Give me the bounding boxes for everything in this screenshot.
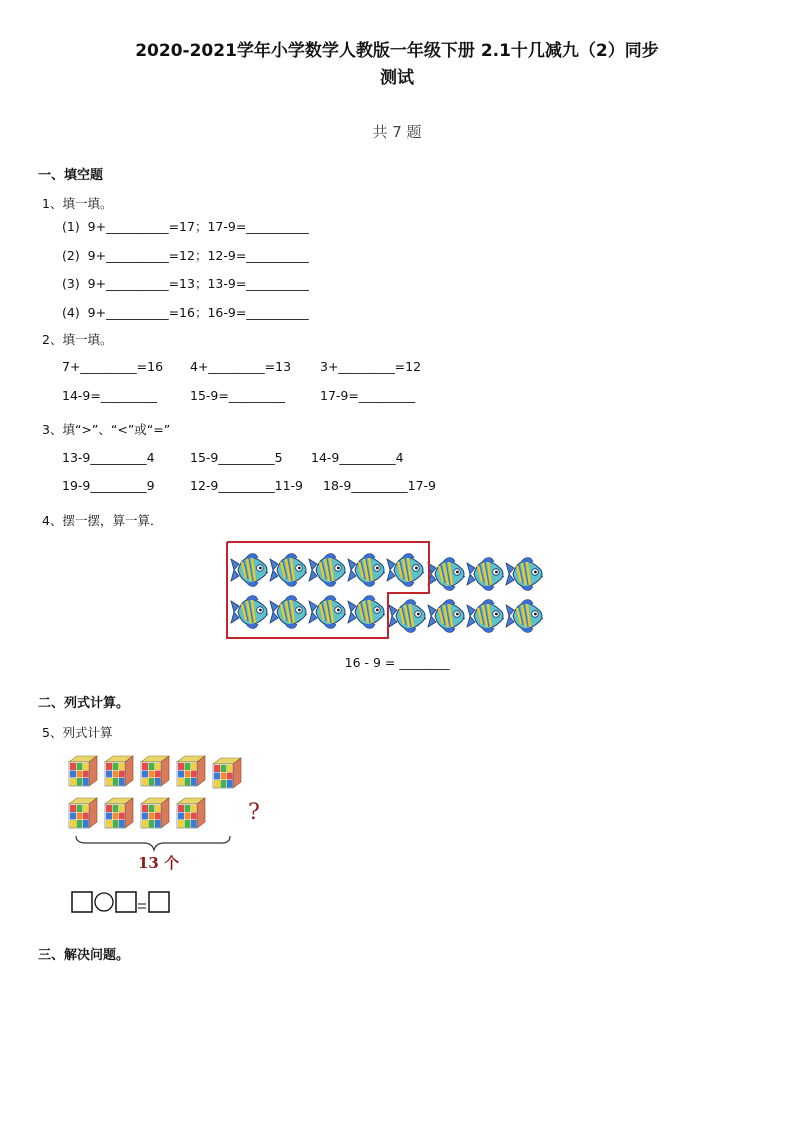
q2-row2-item1: 14-9=_________ [62,388,158,403]
question-1-label: 1、填一填。 [42,196,113,211]
cube-icon [66,796,100,830]
section-heading-problem-solving: 三、解决问题。 [38,948,130,963]
cube-icon [102,754,136,788]
q2-row2-item2: 15-9=_________ [190,388,286,403]
title-line-1: 2020-2021学年小学数学人教版一年级下册 2.1十几减九（2）同步 [135,41,659,61]
q3-row2-item3: 18-9_________17-9 [323,478,436,493]
question-3-label: 3、填“>”、“<”或“=” [42,422,171,437]
answer-box[interactable] [72,892,92,912]
fish-icon [505,554,545,594]
fish-icon [505,596,545,636]
q3-row2-item1: 19-9_________9 [62,478,155,493]
question-count: 共 7 题 [372,123,422,141]
section-heading-calculation: 二、列式计算。 [38,696,130,711]
document-title [60,38,734,92]
cube-icon [138,754,172,788]
answer-box[interactable] [116,892,136,912]
title-line-2: 测试 [380,68,414,88]
grouping-frame [226,541,432,641]
question-2-label: 2、填一填。 [42,332,113,347]
q3-row2-item2: 12-9_________11-9 [190,478,303,493]
cube-icon [174,754,208,788]
question-4-label: 4、摆一摆，算一算． [42,513,163,528]
fish-icon [427,554,467,594]
question-mark: ? [248,800,260,825]
q2-row1-item2: 4+_________=13 [190,359,292,374]
q2-row1-item1: 7+_________=16 [62,359,164,374]
operator-circle[interactable] [95,893,113,911]
fish-icon [466,554,506,594]
answer-boxes [70,890,180,916]
q1-item-4: (4) 9+__________=16；16-9=__________ [62,305,309,320]
q1-item-2: (2) 9+__________=12；12-9=__________ [62,248,309,263]
q1-item-1: (1) 9+__________=17；17-9=__________ [62,219,309,234]
cube-icon [102,796,136,830]
cube-icon [66,754,100,788]
q2-row1-item3: 3+_________=12 [320,359,422,374]
q3-row1-item1: 13-9_________4 [62,450,155,465]
fish-icon [427,596,467,636]
cube-icon [138,796,172,830]
brace-count-label: 13 个 [138,854,180,872]
question-5-label: 5、列式计算 [42,725,113,740]
section-heading-fill-blank: 一、填空题 [38,168,104,183]
fish-icon [466,596,506,636]
q3-row1-item2: 15-9_________5 [190,450,283,465]
brace-icon [74,834,234,852]
q3-row1-item3: 14-9_________4 [311,450,404,465]
q2-row2-item3: 17-9=_________ [320,388,416,403]
cube-icon [174,796,208,830]
answer-box[interactable] [149,892,169,912]
q4-equation: 16 - 9 = ________ [344,655,450,670]
cube-icon [210,756,244,790]
q1-item-3: (3) 9+__________=13；13-9=__________ [62,276,309,291]
